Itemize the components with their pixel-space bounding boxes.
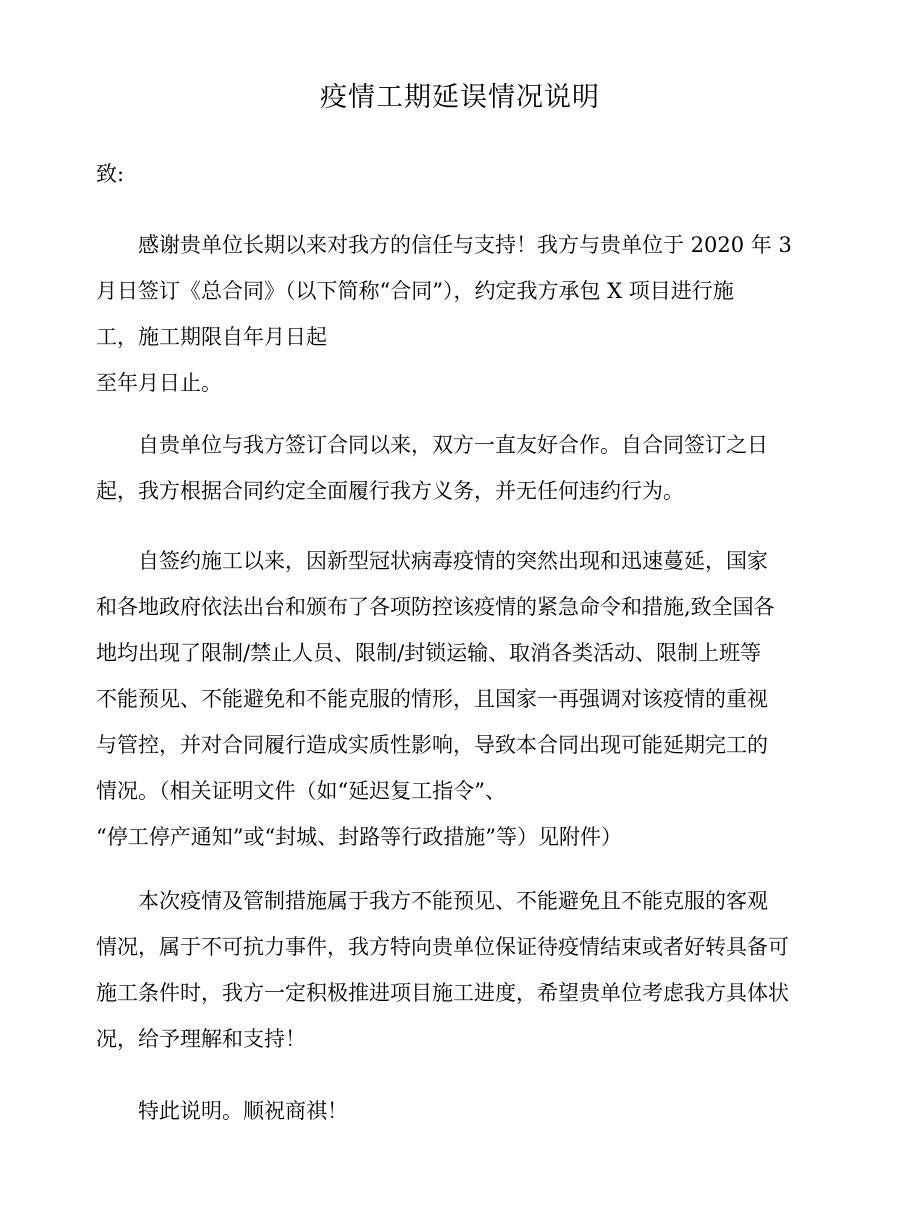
paragraph-line: 和各地政府依法出台和颁布了各项防控该疫情的紧急命令和措施,致全国各	[96, 595, 775, 619]
paragraph-line: 地均出现了限制/禁止人员、限制/封锁运输、取消各类活动、限制上班等	[96, 641, 762, 665]
paragraph-line: 情况，属于不可抗力事件，我方特向贵单位保证待疫情结束或者好转具备可	[96, 935, 789, 959]
paragraph-line: 起，我方根据合同约定全面履行我方义务，并无任何违约行为。	[96, 479, 684, 503]
paragraph-line: 与管控，并对合同履行造成实质性影响，导致本合同出现可能延期完工的	[96, 733, 768, 757]
paragraph-line: 施工条件时，我方一定积极推进项目施工进度，希望贵单位考虑我方具体状	[96, 981, 789, 1005]
paragraph-line: 特此说明。顺祝商祺！	[138, 1099, 348, 1123]
paragraph-line: 工，施工期限自年月日起	[96, 325, 327, 349]
paragraph-line: 月日签订《总合同》（以下简称“合同”），约定我方承包 X 项目进行施	[96, 279, 734, 303]
paragraph-epidemic	[96, 538, 831, 860]
paragraph-line: 至年月日止。	[96, 371, 222, 395]
paragraph-line: 本次疫情及管制措施属于我方不能预见、不能避免且不能克服的客观	[138, 889, 768, 913]
paragraph-line: 自签约施工以来，因新型冠状病毒疫情的突然出现和迅速蔓延，国家	[138, 549, 768, 573]
paragraph-closing	[96, 1088, 831, 1134]
document-title: 疫情工期延误情况说明	[320, 82, 600, 113]
paragraph-force-majeure	[96, 878, 831, 1062]
paragraph-line: “停工停产通知”或“封城、封路等行政措施”等）见附件）	[96, 825, 622, 849]
salutation: 致:	[96, 162, 125, 186]
paragraph-cooperation	[96, 422, 831, 514]
paragraph-line: 况，给予理解和支持！	[96, 1027, 306, 1051]
paragraph-line: 情况。（相关证明文件（如“延迟复工指令”、	[96, 779, 506, 803]
paragraph-gratitude	[96, 222, 831, 406]
paragraph-line: 感谢贵单位长期以来对我方的信任与支持！我方与贵单位于 2020 年 3	[138, 233, 792, 257]
paragraph-line: 自贵单位与我方签订合同以来，双方一直友好合作。自合同签订之日	[138, 433, 768, 457]
paragraph-line: 不能预见、不能避免和不能克服的情形，且国家一再强调对该疫情的重视	[96, 687, 768, 711]
